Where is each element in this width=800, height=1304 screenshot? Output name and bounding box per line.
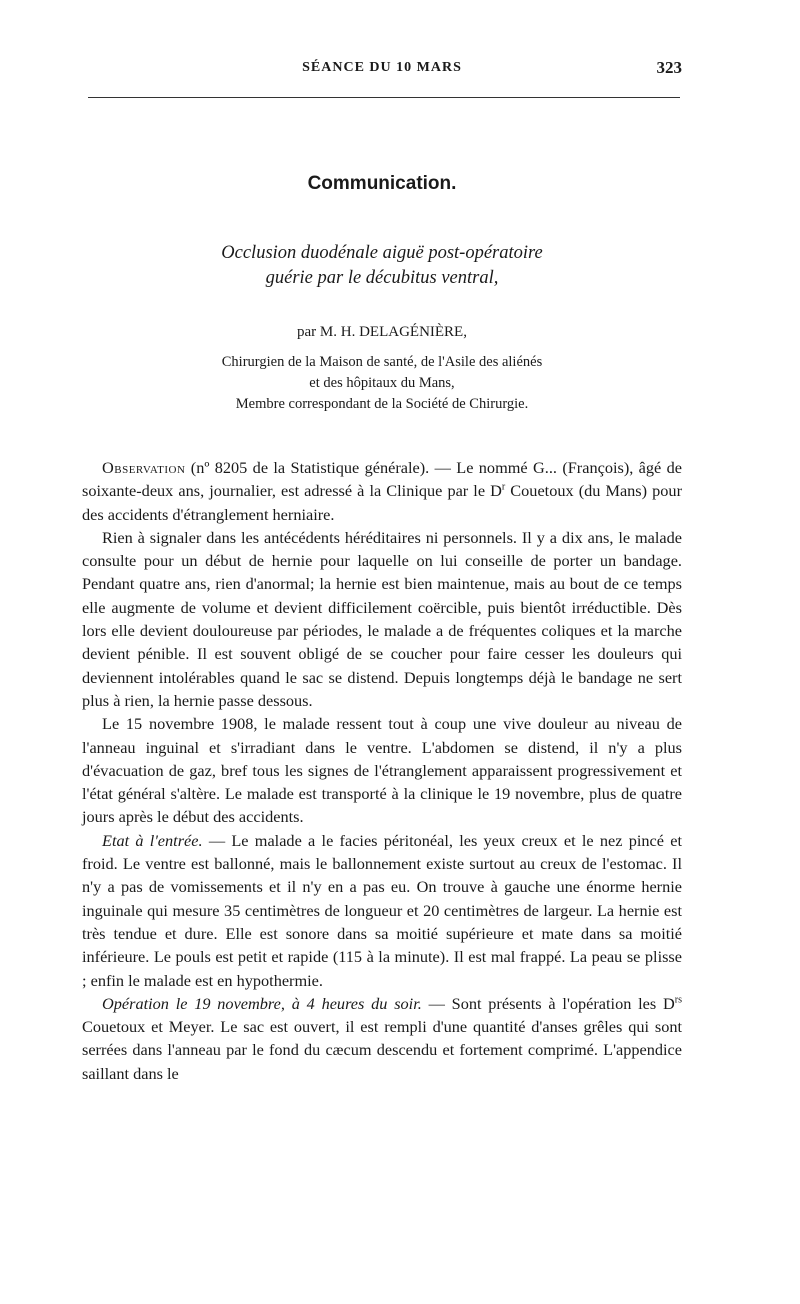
article-body: [82, 456, 682, 1085]
header-rule: [88, 97, 680, 98]
admission-text: — Le malade a le facies péritonéal, les yeux creux et le nez pincé et froid. Le ventre est ballonné, mais le ballonnement existe surtout au creux de l'estomac. Il n'y a pas de vomissements et il n'y en a pas eu. On trouve à gauche une énorme hernie inguinale qui mesure 35 centimètres de longueur et 20 centimètres de largeur. La hernie est très tendue et dure. Elle est sonore dans sa moitié supérieure et mate dans sa moitié inférieure. Le pouls est petit et rapide (115 à la minute). Il est mal frappé. La peau se plisse ; enfin le malade est en hypothermie.: [82, 830, 683, 990]
operation-lead: Opération le 19 novembre, à 4 heures du soir.: [102, 993, 422, 1013]
page-number: 323: [656, 58, 682, 77]
paragraph-admission: [82, 829, 682, 992]
paragraph-operation: [82, 992, 682, 1085]
operation-text-2: Couetoux et Meyer. Le sac est ouvert, il est rempli d'une quantité d'anses grêles qui sont serrées dans l'anneau par le fond du cæcum descendu et fortement comprimé. L'appendice saillant dans le: [82, 1017, 682, 1083]
author-name: DELAGÉNIÈRE,: [359, 324, 467, 340]
operation-text-1: — Sont présents à l'opération les D: [421, 993, 675, 1013]
author-prefix: par M. H.: [297, 324, 356, 340]
paragraph-history: Rien à signaler dans les antécédents héréditaires ni personnels. Il y a dix ans, le malade consulte pour un début de hernie pour laquelle on lui conseille de porter un bandage. Pendant quatre ans, rien d'anormal; la hernie est bien maintenue, mais au bout de ce temps elle augmente de volume et devient difficilement coërcible, puis bientôt irréductible. Dès lors elle devient douloureuse par périodes, le malade a de fréquentes coliques et la marche devient pénible. Il est souvent obligé de se coucher pour faire cesser les douleurs qui deviennent intolérables quand le sac se distend. Depuis longtemps déjà le bandage ne sert plus à rien, la hernie passe dessous.: [82, 527, 682, 710]
doctors-abbrev-sup: rs: [674, 994, 682, 1006]
affiliation-line-1: Chirurgien de la Maison de santé, de l'Asile des aliénés: [221, 354, 543, 370]
observation-lead: Observation: [102, 458, 186, 477]
observation-text-2: Couetoux (du Mans) pour des accidents d'étranglement herniaire.: [82, 481, 682, 524]
observation-text-1: (nº 8205 de la Statistique générale). — Le nommé G... (François), âgé de soixante-deux ans, journalier, est adressé à la Clinique par le D: [82, 458, 682, 501]
doctor-abbrev-sup: r: [501, 481, 506, 493]
author-byline: [80, 321, 684, 343]
author-affiliation: [80, 352, 684, 415]
affiliation-line-2: et des hôpitaux du Mans,: [309, 375, 455, 391]
affiliation-line-3: Membre correspondant de la Société de Chirurgie.: [235, 396, 529, 412]
running-head: [80, 60, 684, 84]
admission-lead: Etat à l'entrée.: [102, 830, 203, 850]
article-title-line-2: guérie par le décubitus ventral,: [265, 268, 499, 288]
running-head-title: SÉANCE DU 10 MARS: [302, 60, 462, 75]
paragraph-onset: Le 15 novembre 1908, le malade ressent tout à coup une vive douleur au niveau de l'anneau inguinal et s'irradiant dans le ventre. L'abdomen se distend, il n'y a plus d'évacuation de gaz, bref tous les signes de l'étranglement apparaissent progressivement et l'état général s'altère. Le malade est transporté à la clinique le 19 novembre, plus de quatre jours après le début des accidents.: [82, 714, 682, 827]
paragraph-observation: [82, 456, 682, 526]
article-title: [80, 241, 684, 291]
article-title-line-1: Occlusion duodénale aiguë post-opératoire: [221, 243, 543, 263]
section-heading: Communication.: [307, 173, 457, 194]
